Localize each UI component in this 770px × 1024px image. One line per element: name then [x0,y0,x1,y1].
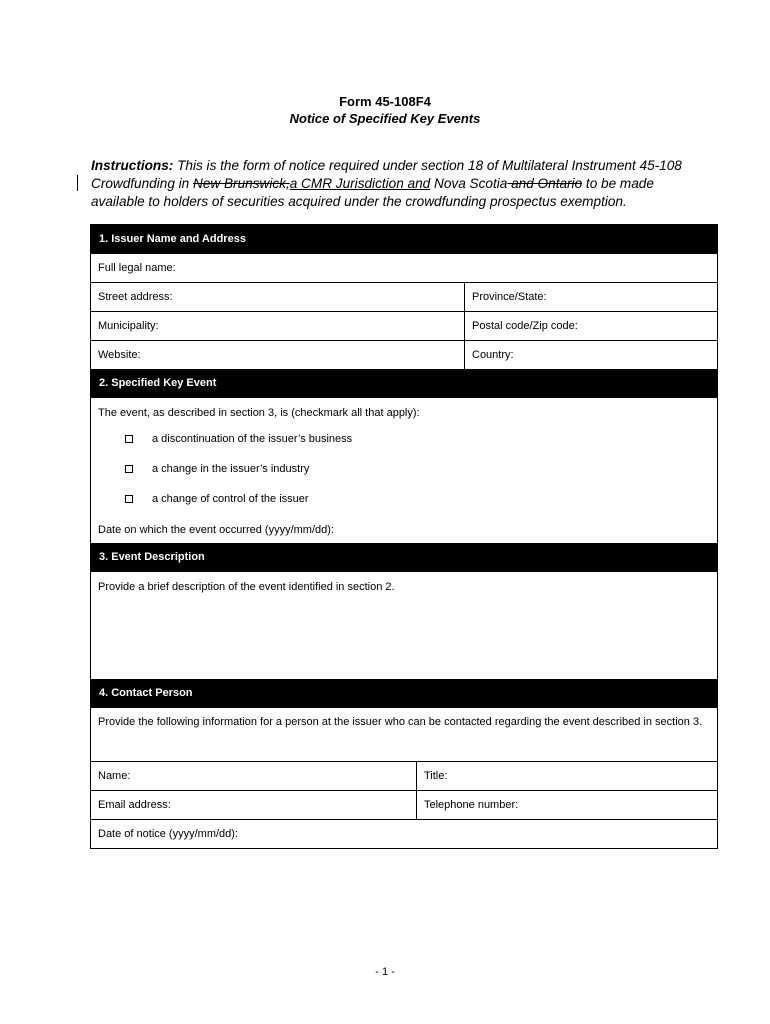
website-field[interactable]: Website: [91,341,465,369]
notice-form-table [90,224,718,849]
full-legal-name-field[interactable]: Full legal name: [98,262,176,274]
instructions-text-3: to be made available to holders of securities acquired under the crowdfunding prospectus exemption. [91,176,654,209]
instructions-deleted-1: New Brunswick, [193,176,290,191]
event-option-discontinuation[interactable] [125,433,352,445]
checkbox-icon[interactable] [125,435,133,443]
event-option-industry-change[interactable] [125,463,309,475]
section-2-heading: 2. Specified Key Event [91,369,717,397]
instructions-inserted-1: a CMR Jurisdiction and [289,176,431,191]
street-address-field[interactable]: Street address: [91,283,465,311]
contact-prompt-block [91,707,717,761]
contact-email-field[interactable]: Email address: [91,791,417,819]
event-option-control-change[interactable] [125,493,309,505]
date-of-notice-row [91,819,717,848]
contact-prompt: Provide the following information for a person at the issuer who can be contacted regarding the event described in section 3. [98,716,703,728]
event-intro-text: The event, as described in section 3, is (checkmark all that apply): [98,407,420,419]
form-title: Form 45-108F4 [339,94,431,109]
municipality-row [91,311,717,340]
form-subtitle: Notice of Specified Key Events [289,111,481,126]
instructions-text-2: Nova Scotia [430,176,508,191]
event-description-field[interactable] [91,571,717,679]
event-description-prompt: Provide a brief description of the event identified in section 2. [98,581,395,593]
checkbox-icon[interactable] [125,465,133,473]
revision-change-bar [77,175,78,191]
date-of-notice-field[interactable]: Date of notice (yyyy/mm/dd): [98,828,238,840]
municipality-field[interactable]: Municipality: [91,312,465,340]
event-option-label: a discontinuation of the issuer’s business [152,433,353,445]
instructions-paragraph [91,157,711,211]
specified-key-event-block [91,397,717,543]
website-row [91,340,717,369]
name-title-row [91,761,717,790]
section-4-heading: 4. Contact Person [91,679,717,707]
instructions-label: Instructions: [91,158,174,173]
event-option-label: a change in the issuer’s industry [152,463,310,475]
street-address-row [91,282,717,311]
instructions-text-1: This is the form of notice required under section 18 of Multilateral Instrument 45-108 Crowdfunding in [91,158,682,191]
instructions-deleted-2: and Ontario [507,176,583,191]
country-field[interactable]: Country: [472,349,514,361]
contact-name-field[interactable]: Name: [91,762,417,790]
contact-title-field[interactable]: Title: [424,770,448,782]
section-3-heading: 3. Event Description [91,543,717,571]
email-telephone-row [91,790,717,819]
contact-telephone-field[interactable]: Telephone number: [424,799,519,811]
section-1-heading: 1. Issuer Name and Address [91,225,717,253]
full-legal-name-row [91,253,717,282]
event-option-label: a change of control of the issuer [152,493,309,505]
event-date-field[interactable]: Date on which the event occurred (yyyy/mm/dd): [98,524,334,536]
postal-code-field[interactable]: Postal code/Zip code: [472,320,578,332]
checkbox-icon[interactable] [125,495,133,503]
province-state-field[interactable]: Province/State: [472,291,547,303]
page-number: - 1 - [375,966,395,978]
